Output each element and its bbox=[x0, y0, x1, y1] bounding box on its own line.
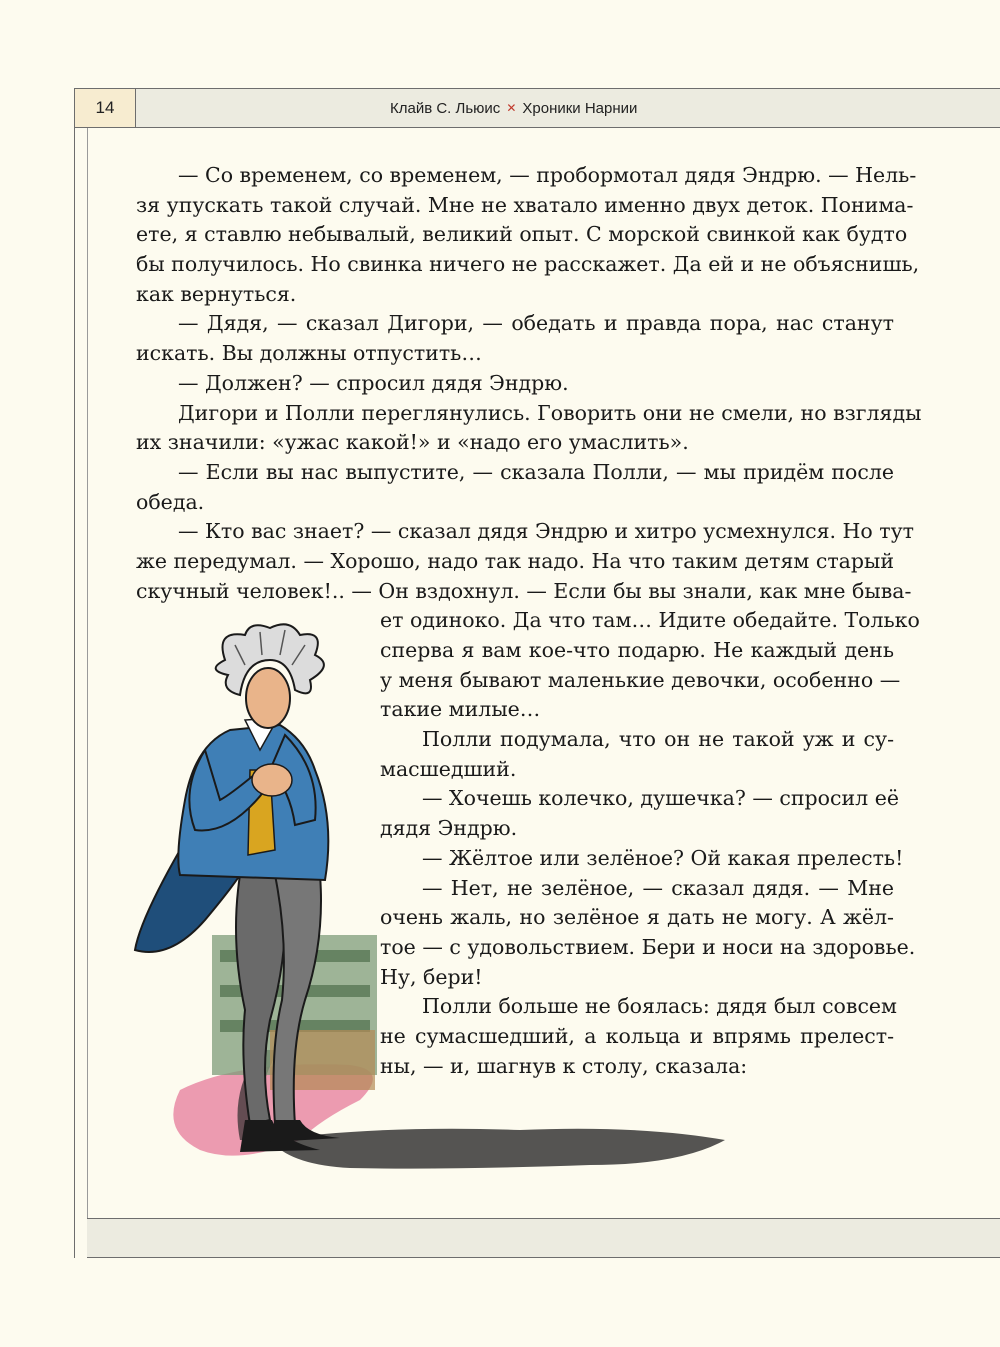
text-line: — Хочешь колечко, душечка? — спросил её bbox=[422, 786, 899, 811]
text-line: не сумасшедший, а кольца и впрямь прелест- bbox=[380, 1023, 894, 1048]
text-line: — Нет, не зелёное, — сказал дядя. — Мне bbox=[422, 875, 894, 900]
crossed-swords-ornament-icon: ✕ bbox=[506, 101, 517, 115]
text-line: — Жёлтое или зелёное? Ой какая прелесть! bbox=[422, 845, 904, 870]
text-line: ете, я ставлю небывалый, великий опыт. С морской свинкой как будто bbox=[136, 222, 908, 247]
text-line: искать. Вы должны отпустить… bbox=[136, 341, 482, 366]
text-line: обеда. bbox=[136, 489, 205, 514]
floor-shadow bbox=[270, 1129, 725, 1169]
text-line: — Дядя, — сказал Дигори, — обедать и правда пора, нас станут bbox=[178, 311, 894, 336]
text-line: скучный человек!.. — Он вздохнул. — Если бы вы знали, как мне быва- bbox=[136, 578, 912, 603]
hands bbox=[252, 764, 292, 796]
text-line: же передумал. — Хорошо, надо так надо. На что таким детям старый bbox=[136, 548, 894, 573]
page-frame-inner-left bbox=[87, 128, 88, 1258]
author-name: Клайв С. Льюис bbox=[390, 99, 501, 117]
page-number: 14 bbox=[74, 88, 136, 128]
text-line: ет одиноко. Да что там… Идите обедайте. Только bbox=[380, 608, 920, 633]
text-line: Полли подумала, что он не такой уж и су- bbox=[422, 727, 894, 752]
text-line: как вернуться. bbox=[136, 281, 297, 306]
text-line: Ну, бери! bbox=[380, 964, 483, 989]
running-head bbox=[390, 97, 637, 119]
text-line: — Кто вас знает? — сказал дядя Эндрю и хитро усмехнулся. Но тут bbox=[178, 519, 915, 544]
text-line: их значили: «ужас какой!» и «надо его умаслить». bbox=[136, 430, 689, 455]
text-line: — Должен? — спросил дядя Эндрю. bbox=[178, 370, 569, 395]
footer-band bbox=[87, 1218, 1000, 1258]
uncle-andrew-illustration-icon bbox=[120, 620, 740, 1200]
text-line: зя упускать такой случай. Мне не хватало именно двух деток. Понима- bbox=[136, 192, 914, 217]
text-line: Дигори и Полли переглянулись. Говорить они не смели, но взгляды bbox=[178, 400, 922, 425]
text-line: дядя Эндрю. bbox=[380, 816, 518, 841]
head bbox=[246, 668, 290, 728]
text-line: такие милые… bbox=[380, 697, 541, 722]
text-line: сперва я вам кое-что подарю. Не каждый день bbox=[380, 638, 894, 662]
book-title: Хроники Нарнии bbox=[522, 99, 638, 117]
text-line: тое — с удовольствием. Бери и носи на здоровье. bbox=[380, 934, 916, 959]
text-line: масшедший. bbox=[380, 756, 517, 781]
text-line: — Со временем, со временем, — пробормотал дядя Эндрю. — Нель- bbox=[178, 163, 917, 187]
text-line: у меня бывают маленькие девочки, особенно — bbox=[380, 667, 901, 692]
page-frame-left bbox=[74, 88, 75, 1258]
text-line: — Если вы нас выпустите, — сказала Полли, — мы придём после bbox=[178, 459, 894, 484]
text-line: Полли больше не боялась: дядя был совсем bbox=[422, 994, 898, 1019]
text-line: очень жаль, но зелёное я дать не могу. А жёл- bbox=[380, 905, 894, 930]
text-line: бы получилось. Но свинка ничего не расскажет. Да ей и не объяснишь, bbox=[136, 252, 920, 277]
text-line: ны, — и, шагнув к столу, сказала: bbox=[380, 1053, 748, 1078]
